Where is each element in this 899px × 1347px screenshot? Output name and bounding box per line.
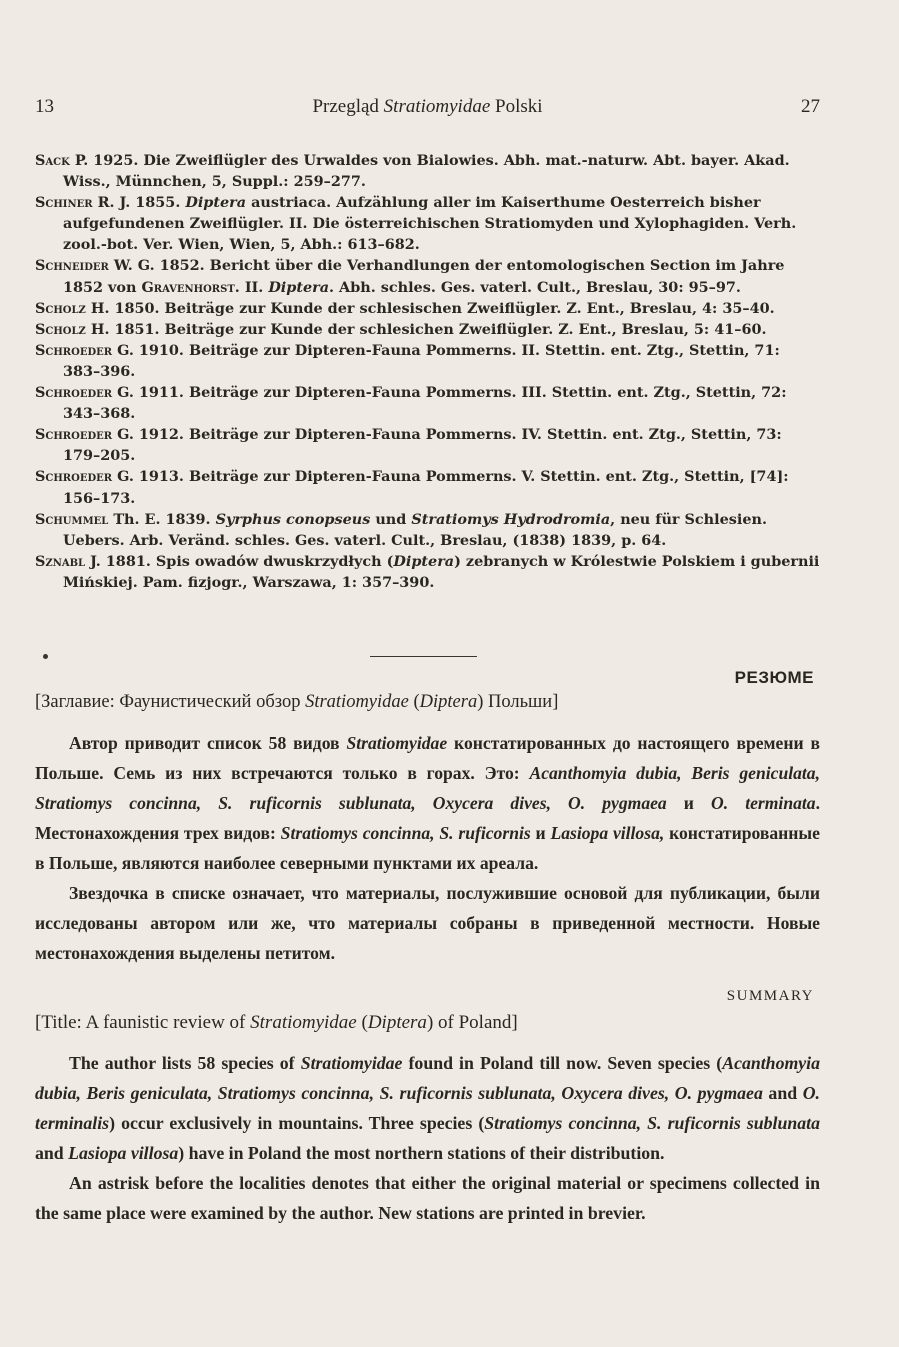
reference-entry: Schroeder G. 1910. Beiträge zur Dipteren-Fauna Pommerns. II. Stettin. ent. Ztg., Stettin, 71: 383–396. bbox=[35, 341, 780, 380]
reference-entry: Scholz H. 1850. Beiträge zur Kunde der schlesischen Zweiflügler. Z. Ent., Breslau, 4: 35–40. bbox=[35, 299, 775, 317]
reference-entry: Schroeder G. 1912. Beiträge zur Dipteren-Fauna Pommerns. IV. Stettin. ent. Ztg., Stettin, 73: 179–205. bbox=[35, 426, 782, 465]
english-summary-body bbox=[35, 1048, 820, 1228]
reference-entry: Schroeder G. 1911. Beiträge zur Dipteren-Fauna Pommerns. III. Stettin. ent. Ztg., Stettin, 72: 343–368. bbox=[35, 384, 787, 423]
page-number-right: 27 bbox=[801, 96, 820, 117]
references-list bbox=[35, 150, 820, 593]
reference-entry: Schiner R. J. 1855. Diptera austriaca. Aufzählung aller im Kaiserthume Oesterreich bisher aufgefundenen Zweiflügler. II. Die österreichischen Stratiomyden und Xylophagiden. Verh. zool.-bot. Ver. Wien, Wien, 5, Abh.: 613–682. bbox=[35, 194, 797, 254]
running-title: Przegląd Stratiomyidae Polski bbox=[312, 96, 543, 117]
bullet-dot bbox=[43, 654, 48, 659]
english-summary-title: [Title: A faunistic review of Stratiomyidae (Diptera) of Poland] bbox=[35, 1012, 518, 1033]
reference-entry: Sack P. 1925. Die Zweiflügler des Urwaldes von Bialowies. Abh. mat.-naturw. Abt. bayer. Akad. Wiss., Münnchen, 5, Suppl.: 259–277. bbox=[35, 152, 790, 191]
reference-entry: Schroeder G. 1913. Beiträge zur Dipteren-Fauna Pommerns. V. Stettin. ent. Ztg., Stettin, [74]: 156–173. bbox=[35, 468, 789, 507]
russian-summary-heading: РЕЗЮМЕ bbox=[734, 668, 814, 687]
reference-entry: Schummel Th. E. 1839. Syrphus conopseus und Stratiomys Hydrodromia, neu für Schlesien. Uebers. Arb. Veränd. schles. Ges. vaterl. Cult., Breslau, (1838) 1839, p. 64. bbox=[35, 510, 767, 549]
reference-entry: Schneider W. G. 1852. Bericht über die Verhandlungen der entomologischen Section im Jahre 1852 von Gravenhorst. II. Diptera. Abh. schles. Ges. vaterl. Cult., Breslau, 30: 95–97. bbox=[35, 257, 785, 296]
russian-paragraph: Автор приводит список 58 видов Stratiomyidae констатированных до настоящего времени в Польше. Семь из них встречаются только в горах. Это: Acanthomyia dubia, Beris geniculata, Stratiomys concinna, S. ruficornis sublunata, Oxycera dives, O. pygmaea и O. terminata. Местонахождения трех видов: Stratiomys concinna, S. ruficornis и Lasiopa villosa, констатированные в Польше, являются наиболее северными пунктами их ареала. bbox=[35, 733, 821, 873]
english-paragraph: The author lists 58 species of Stratiomyidae found in Poland till now. Seven species (Acanthomyia dubia, Beris geniculata, Stratiomys concinna, S. ruficornis sublunata, Oxycera dives, O. pygmaea and O. terminalis) occur exclusively in mountains. Three species (Stratiomys concinna, S. ruficornis sublunata and Lasiopa villosa) have in Poland the most northern stations of their distribution. bbox=[35, 1053, 821, 1163]
russian-summary-body bbox=[35, 728, 820, 968]
russian-summary-title: [Заглавие: Фаунистический обзор Stratiomyidae (Diptera) Польши] bbox=[35, 692, 559, 712]
section-divider bbox=[370, 656, 477, 657]
reference-entry: Scholz H. 1851. Beiträge zur Kunde der schlesichen Zweiflügler. Z. Ent., Breslau, 5: 41–60. bbox=[35, 320, 767, 338]
page-number-left: 13 bbox=[35, 96, 54, 117]
running-header bbox=[35, 96, 820, 124]
reference-entry: Sznabl J. 1881. Spis owadów dwuskrzydłych (Diptera) zebranych w Królestwie Polskiem i gubernii Mińskiej. Pam. fizjogr., Warszawa, 1: 357–390. bbox=[35, 552, 820, 591]
russian-paragraph: Звездочка в списке означает, что материалы, послужившие основой для публикации, были исследованы автором или же, что материалы собраны в приведенной местности. Новые местонахождения выделены петитом. bbox=[35, 883, 820, 963]
english-paragraph: An astrisk before the localities denotes that either the original material or specimens collected in the same place were examined by the author. New stations are printed in brevier. bbox=[35, 1173, 820, 1223]
english-summary-heading: SUMMARY bbox=[726, 988, 814, 1004]
